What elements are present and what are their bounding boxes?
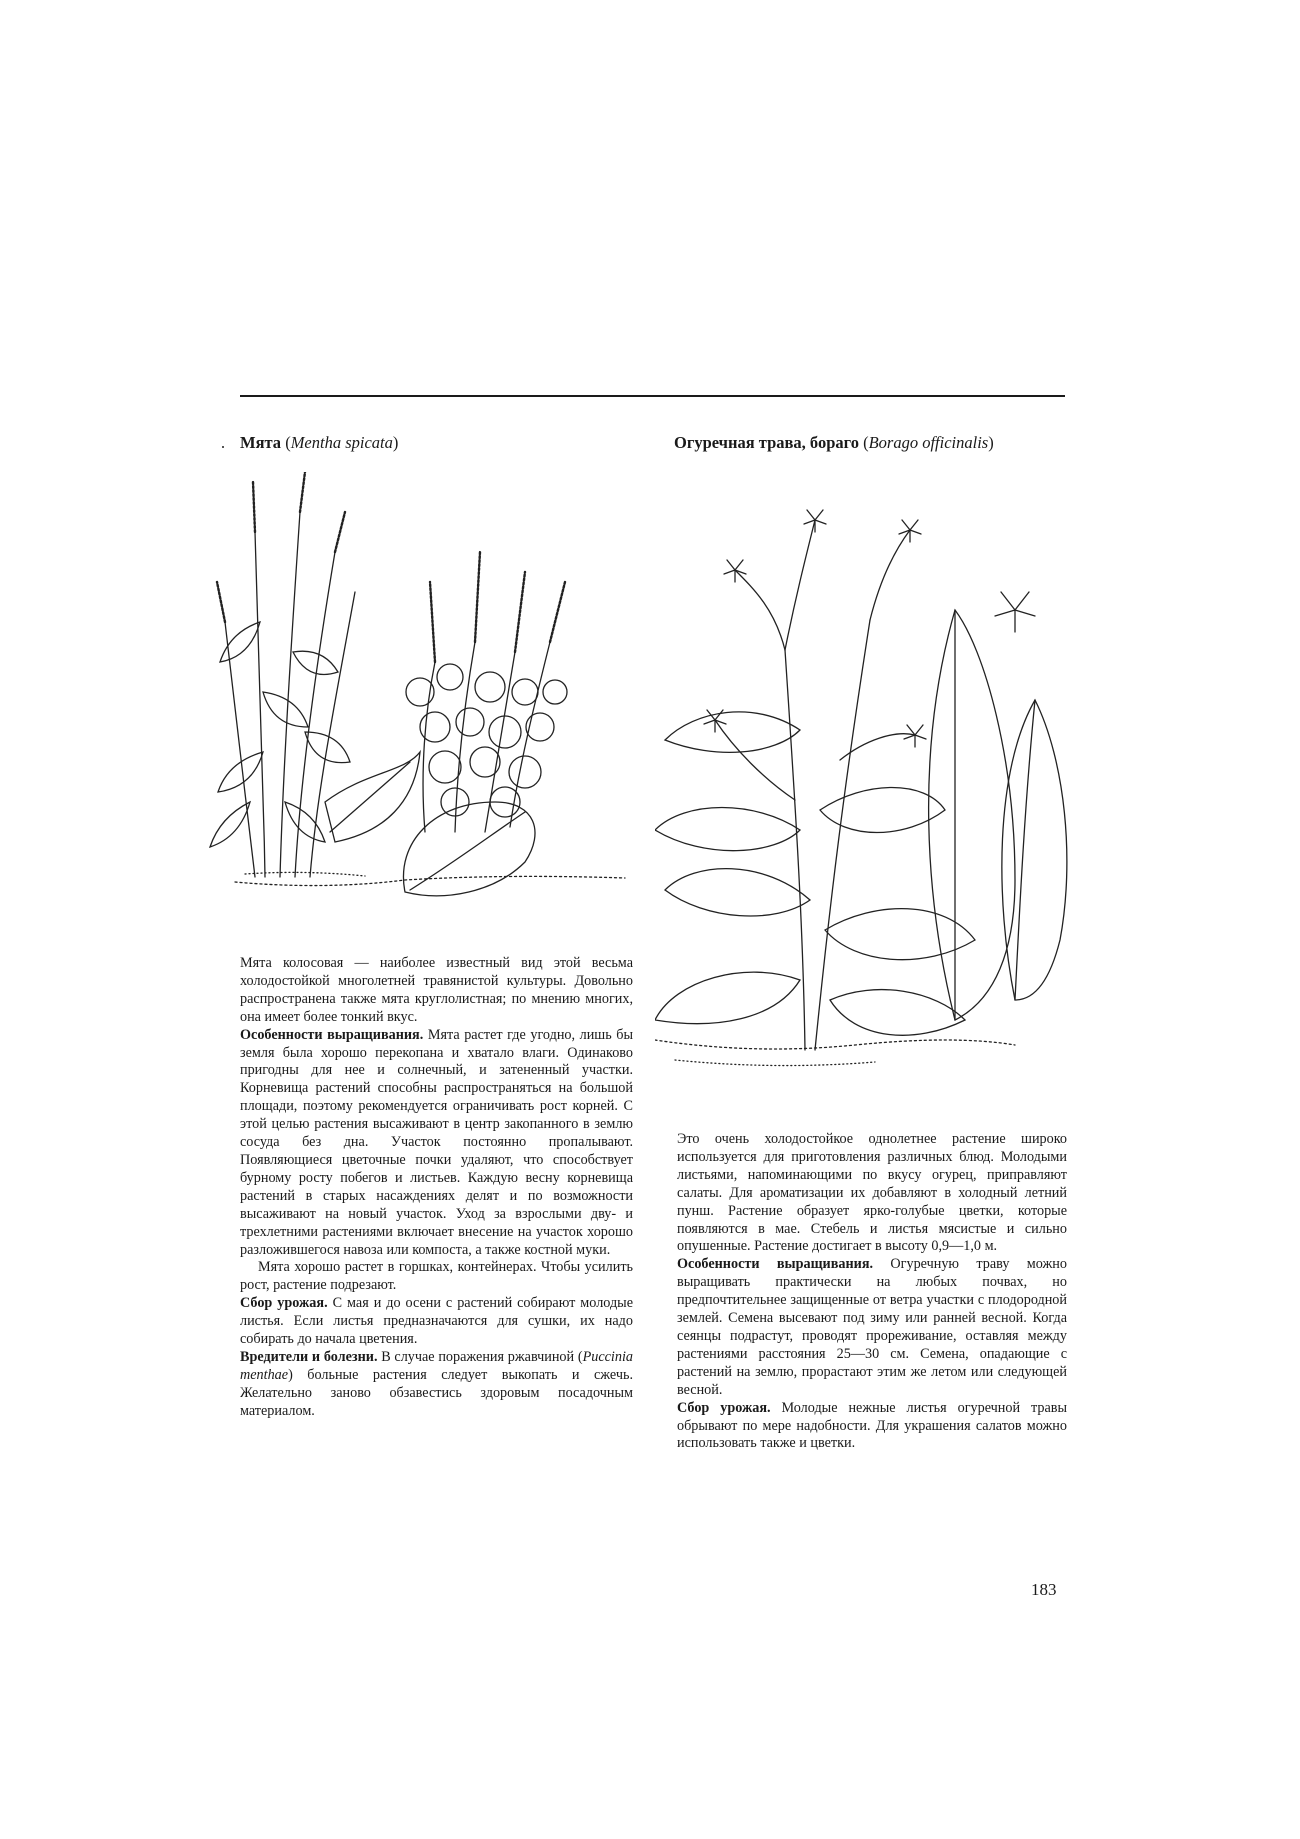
mint-pests-text-2: ) больные растения следует выкопать и сжечь. Желательно заново обзавестись здоровым посадочным материалом. (240, 1366, 633, 1419)
borage-heading-paren-close: ) (988, 433, 994, 452)
borage-growing-paragraph (677, 1256, 1067, 1399)
mint-heading-name: Мята (240, 433, 282, 452)
mint-text-column (240, 955, 633, 1421)
mint-pests-label: Вредители и болезни. (240, 1348, 378, 1365)
top-rule (240, 395, 1065, 397)
mint-harvest-label: Сбор урожая. (240, 1295, 328, 1312)
mint-intro: Мята колосовая — наиболее известный вид этой весьма холодостойкой многолетней травянистой культуры. Довольно распространена также мята круглолистная; по мнению многих, она имеет более тонкий вкус. (240, 955, 633, 1025)
mint-pots-paragraph: Мята хорошо растет в горшках, контейнерах. Чтобы усилить рост, растение подрезают. (240, 1259, 633, 1294)
mint-pests-text-1: В случае поражения ржавчиной ( (377, 1348, 583, 1365)
mint-growing-paragraph (240, 1027, 633, 1260)
mint-pests-latin: Puccinia menthae (240, 1348, 633, 1383)
mint-harvest-text: С мая и до осени с растений собирают молодые листья. Если листья предназначаются для сушки, их надо собирать до начала цветения. (240, 1295, 634, 1348)
mint-heading-paren-open: ( (281, 433, 291, 452)
mint-illustration (205, 472, 665, 902)
mint-growing-label: Особенности выращивания. (240, 1026, 424, 1043)
mint-heading (240, 433, 398, 453)
borage-growing-text: Огуречную траву можно выращивать практически на любых почвах, но предпочтительнее защищенные от ветра участки с плодородной землей. Семена высевают под зиму или ранней весной. Когда сеянцы подрастут, проводят прореживание, оставляя между растениями расстояния 25—30 см. Семена, опадающие с растений на землю, прорастают этим же летом или следующей весной. (677, 1256, 1067, 1398)
mint-harvest-paragraph (240, 1295, 633, 1349)
mint-heading-paren-close: ) (392, 433, 399, 452)
borage-harvest-paragraph (677, 1400, 1067, 1454)
borage-heading-name: Огуречная трава, бораго (674, 433, 859, 452)
borage-intro: Это очень холодостойкое однолетнее растение широко используется для приготовления различных блюд. Молодыми листьями, напоминающими по вкусу огурец, приправляют салаты. Для ароматизации их добавляют в холодный летний пунш. Растение образует ярко-голубые цветки, которые появляются в мае. Стебель и листья мясистые и сильно опушенные. Растение достигает в высоту 0,9—1,0 м. (677, 1131, 1067, 1255)
mint-pests-paragraph (240, 1349, 633, 1421)
margin-dot (222, 446, 224, 448)
borage-growing-label: Особенности выращивания. (677, 1256, 874, 1273)
borage-heading (674, 433, 994, 453)
borage-heading-latin: Borago officinalis (868, 433, 989, 452)
mint-growing-text: Мята растет где угодно, лишь бы земля была хорошо перекопана и хватало влаги. Одинаково пригодны для нее и солнечный, и затененный участки. Корневища растений способны распространяться на большой площади, поэтому рекомендуется ограничивать рост корней. С этой целью растения высаживают в центр закопанного в землю сосуда без дна. Участок постоянно пропалывают. Появляющиеся цветочные почки удаляют, что способствует бурному росту побегов и листьев. Каждую весну корневища растений в старых насаждениях делят и по возможности высаживают на новый участок. Уход за взрослыми дву- и трехлетними растениями включает внесение на участок хорошо разложившегося навоза или компоста, а также костной муки. (240, 1026, 633, 1258)
borage-heading-paren-open: ( (858, 433, 869, 452)
mint-heading-latin: Mentha spicata (290, 433, 393, 452)
borage-text-column (677, 1131, 1067, 1453)
borage-harvest-label: Сбор урожая. (677, 1399, 771, 1416)
borage-illustration (655, 500, 1075, 1080)
borage-harvest-text: Молодые нежные листья огуречной травы обрывают по мере надобности. Для украшения салатов можно использовать также и цветки. (677, 1399, 1067, 1452)
page-number: 183 (1031, 1580, 1057, 1599)
